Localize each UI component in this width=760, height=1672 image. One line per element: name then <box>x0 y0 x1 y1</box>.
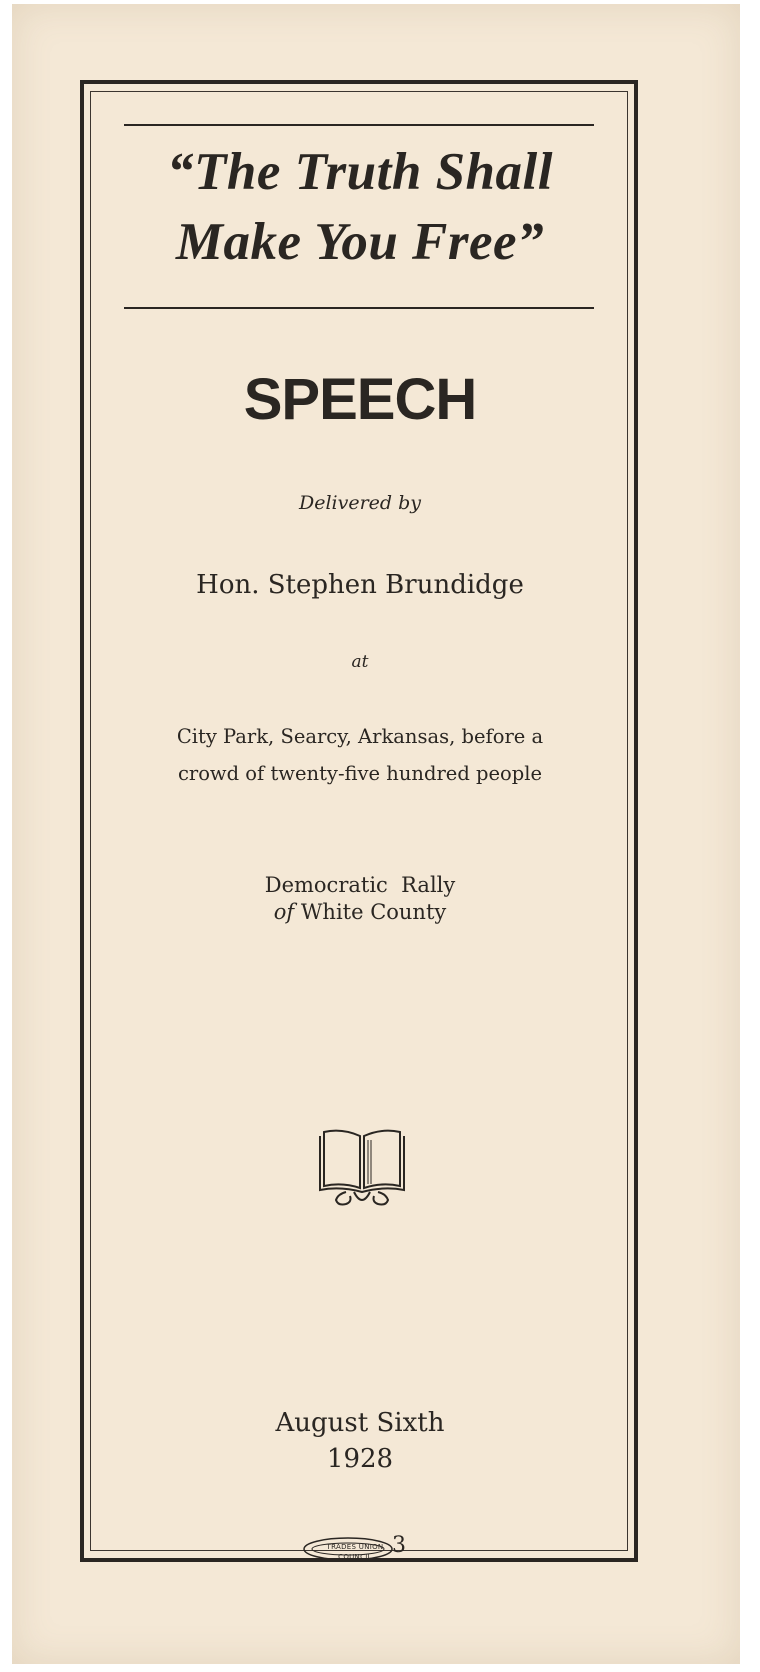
location-line-1: City Park, Searcy, Arkansas, before a <box>176 725 544 748</box>
date-text <box>110 1405 610 1477</box>
title-line-1: “The Truth Shall <box>167 143 553 201</box>
rally-of: of <box>273 900 295 924</box>
pamphlet-title <box>110 137 610 277</box>
at-text: at <box>351 652 369 672</box>
date-line-2: 1928 <box>326 1444 394 1474</box>
date-line-1: August Sixth <box>275 1408 445 1438</box>
speaker-name: Hon. Stephen Brundidge <box>196 570 524 600</box>
open-book-icon <box>316 1128 408 1208</box>
location-line-2: crowd of twenty-five hundred people <box>177 762 543 785</box>
rally-line-2 <box>110 899 610 926</box>
union-label-text: TRADES UNION COUNCIL <box>326 1543 384 1561</box>
location-text <box>110 718 610 792</box>
rally-line-1: Democratic Rally <box>264 873 456 897</box>
title-line-2: Make You Free” <box>175 213 545 271</box>
page-number: 3 <box>392 1533 406 1558</box>
title-bottom-rule <box>124 307 594 309</box>
rally-county: White County <box>294 900 447 924</box>
title-top-rule <box>124 124 594 126</box>
inner-border <box>90 91 628 1551</box>
delivered-by-text: Delivered by <box>298 492 422 514</box>
speech-heading: SPEECH <box>243 367 477 432</box>
rally-text <box>110 872 610 926</box>
